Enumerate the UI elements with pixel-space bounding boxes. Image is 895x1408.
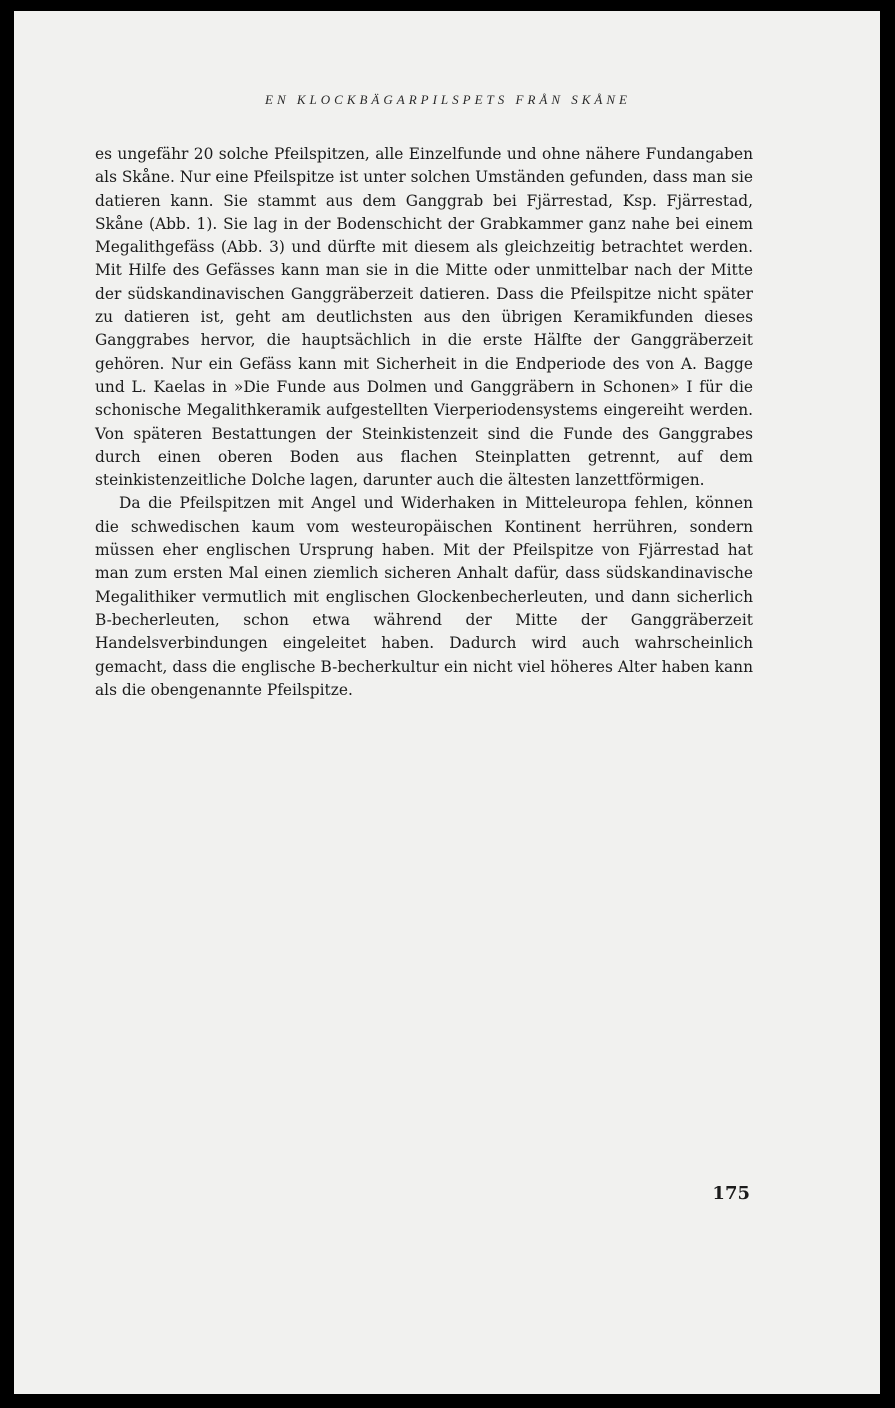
paragraph-1: es ungefähr 20 solche Pfeilspitzen, alle Einzelfunde und ohne nähere Fundangaben als Skåne. Nur eine Pfeilspitze ist unter solchen Umständen gefunden, dass man sie datieren kann. Sie stammt aus dem Ganggrab bei Fjärrestad, Ksp. Fjärrestad, Skåne (Abb. 1). Sie lag in der Bodenschicht der Grabkammer ganz nahe bei einem Megalithgefäss (Abb. 3) und dürfte mit diesem als gleichzeitig betrachtet werden. Mit Hilfe des Gefässes kann man sie in die Mitte oder unmittelbar nach der Mitte der südskandinavischen Ganggräberzeit datieren. Dass die Pfeilspitze nicht später zu datieren ist, geht am deutlichsten aus den übrigen Keramikfunden dieses Ganggrabes hervor, die hauptsächlich in die erste Hälfte der Ganggräberzeit gehören. Nur ein Gefäss kann mit Sicherheit in die Endperiode des von A. Bagge und L. Kaelas in »Die Funde aus Dolmen und Ganggräbern in Schonen» I für die schonische Megalithkeramik aufgestellten Vierperiodensystems eingereiht werden. Von späteren Bestattungen der Steinkistenzeit sind die Funde des Ganggrabes durch einen oberen Boden aus flachen Steinplatten getrennt, auf dem steinkistenzeitliche Dolche lagen, darunter auch die ältesten lanzettförmigen.: [95, 145, 753, 490]
paragraph-2: Da die Pfeilspitzen mit Angel und Widerhaken in Mitteleuropa fehlen, können die schwedischen kaum vom westeuropäischen Kontinent herrühren, sondern müssen eher englischen Ursprung haben. Mit der Pfeilspitze von Fjärrestad hat man zum ersten Mal einen ziemlich sicheren Anhalt dafür, dass südskandinavische Megalithiker vermutlich mit englischen Glockenbecherleuten, und dann sicherlich B-becherleuten, schon etwa während der Mitte der Ganggräberzeit Handelsverbindungen eingeleitet haben. Dadurch wird auch wahrscheinlich gemacht, dass die englische B-becherkultur ein nicht viel höheres Alter haben kann als die obengenannte Pfeilspitze.: [95, 494, 753, 699]
running-header: EN KLOCKBÄGARPILSPETS FRÅN SKÅNE: [265, 92, 631, 107]
body-text: [95, 143, 753, 702]
page-number: 175: [712, 1183, 750, 1204]
